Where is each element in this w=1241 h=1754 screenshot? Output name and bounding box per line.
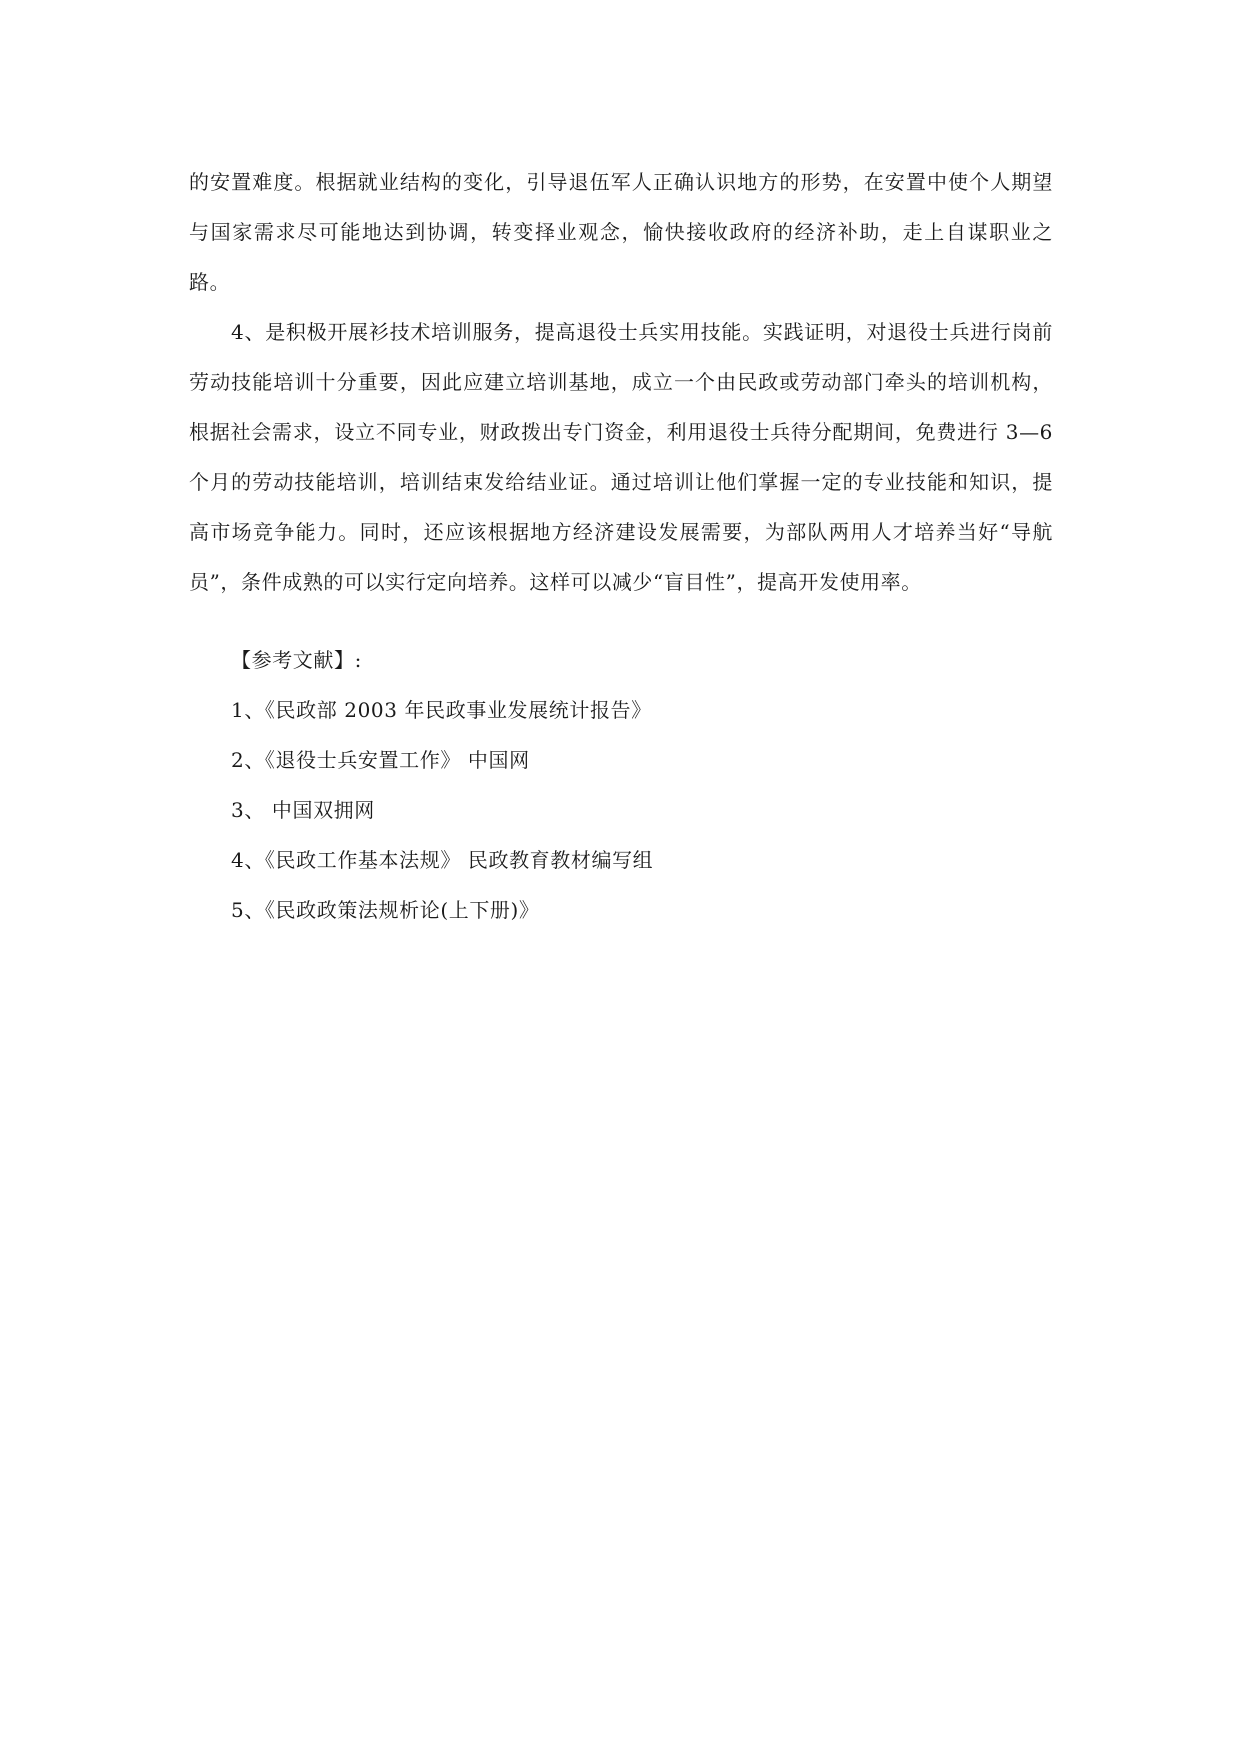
paragraph-skills-training: 4、是积极开展衫技术培训服务，提高退役士兵实用技能。实践证明，对退役士兵进行岗前劳动技能培训十分重要，因此应建立培训基地，成立一个由民政或劳动部门牵头的培训机构，根据社会需求，设立不同专业，财政拨出专门资金，利用退役士兵待分配期间，免费进行 3—6 个月的劳动技能培训，培训结束发给结业证。通过培训让他们掌握一定的专业技能和知识，提高市场竞争能力。同时，还应该根据地方经济建设发展需要，为部队两用人才培养当好“导航员”，条件成熟的可以实行定向培养。这样可以减少“盲目性”，提高开发使用率。 — [189, 320, 1053, 594]
paragraph-placement-difficulty: 的安置难度。根据就业结构的变化，引导退伍军人正确认识地方的形势，在安置中使个人期望与国家需求尽可能地达到协调，转变择业观念，愉快接收政府的经济补助，走上自谋职业之路。 — [189, 170, 1053, 294]
reference-item-2: 2、《退役士兵安置工作》 中国网 — [231, 748, 530, 772]
references-section — [189, 635, 1053, 935]
reference-item-5: 5、《民政政策法规析论(上下册)》 — [231, 898, 540, 922]
reference-item-4: 4、《民政工作基本法规》 民政教育教材编写组 — [231, 848, 654, 872]
references-heading: 【参考文献】: — [231, 648, 362, 672]
document-body — [189, 157, 1053, 935]
reference-item-3: 3、 中国双拥网 — [231, 798, 375, 822]
reference-item-1: 1、《民政部 2003 年民政事业发展统计报告》 — [231, 698, 652, 722]
references-list — [231, 685, 1053, 935]
